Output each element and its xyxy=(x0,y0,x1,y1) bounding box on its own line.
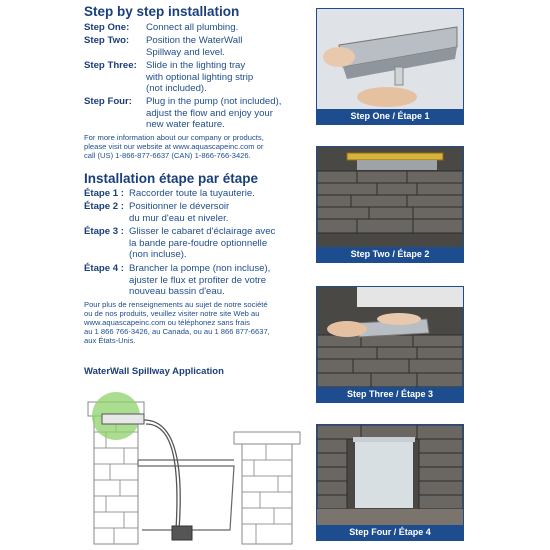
step-label: Step Three: xyxy=(84,60,137,71)
photo-caption: Step Two / Étape 2 xyxy=(317,247,463,262)
spillway-tray-image xyxy=(317,9,463,109)
step-label: Step One: xyxy=(84,22,130,33)
photo-step-four xyxy=(316,424,464,541)
fr-step-two xyxy=(84,201,309,225)
fr-contact-info: Pour plus de renseignements au sujet de notre société ou de nos produits, veuillez visiter notre site Web au www.aquascapeinc.com ou téléphonez sans frais au 1 866 766-3426, au Canada, ou au 1 866 877-6637, aux États-Unis. xyxy=(84,300,270,345)
photo-caption: Step One / Étape 1 xyxy=(317,109,463,124)
step-label: Step Two: xyxy=(84,35,130,46)
stone-wall-level-image xyxy=(317,147,463,247)
photo-step-three xyxy=(316,286,464,403)
fr-step-three xyxy=(84,226,309,262)
step-text: Slide in the lighting tray with optional lighting strip (not included). xyxy=(146,60,254,94)
lighting-tray-image xyxy=(317,287,463,387)
plumbing-pipe xyxy=(144,420,180,530)
fr-section-title: Installation étape par étape xyxy=(84,171,259,186)
diagram-title: WaterWall Spillway Application xyxy=(84,366,224,377)
en-step-three xyxy=(84,60,309,96)
step-label: Étape 3 : xyxy=(84,226,124,237)
step-text: Brancher la pompe (non incluse), ajuster le flux et profiter de votre nouveau bassin d'eau. xyxy=(129,263,271,297)
step-label: Étape 2 : xyxy=(84,201,124,212)
fr-step-one xyxy=(84,188,309,200)
step-text: Connect all plumbing. xyxy=(146,22,239,33)
spillway-diagram xyxy=(84,380,304,545)
step-label: Step Four: xyxy=(84,96,132,107)
en-contact-info: For more information about our company or products, please visit our website at www.aquascapeinc.com or call (US) 1-866-877-6637 (CAN) 1-866-766-3426. xyxy=(84,133,264,160)
step-text: Raccorder toute la tuyauterie. xyxy=(129,188,255,199)
photo-caption: Step Four / Étape 4 xyxy=(317,525,463,540)
photo-caption: Step Three / Étape 3 xyxy=(317,387,463,402)
finished-waterwall-image xyxy=(317,425,463,525)
step-label: Étape 1 : xyxy=(84,188,124,199)
fr-step-four xyxy=(84,263,309,299)
en-step-one xyxy=(84,22,309,34)
step-text: Glisser le cabaret d'éclairage avec la bande pare-foudre optionnelle (non incluse). xyxy=(129,226,276,260)
right-pillar xyxy=(234,432,300,544)
basin xyxy=(138,460,234,530)
en-step-four xyxy=(84,96,309,132)
step-label: Étape 4 : xyxy=(84,263,124,274)
en-section-title: Step by step installation xyxy=(84,4,240,19)
step-text: Positionner le déversoir du mur d'eau et niveler. xyxy=(129,201,230,224)
photo-step-two xyxy=(316,146,464,263)
photo-step-one xyxy=(316,8,464,125)
en-step-two xyxy=(84,35,309,59)
step-text: Position the WaterWall Spillway and level. xyxy=(146,35,243,58)
step-text: Plug in the pump (not included), adjust the flow and enjoy your new water feature. xyxy=(146,96,282,130)
pump xyxy=(172,526,192,540)
